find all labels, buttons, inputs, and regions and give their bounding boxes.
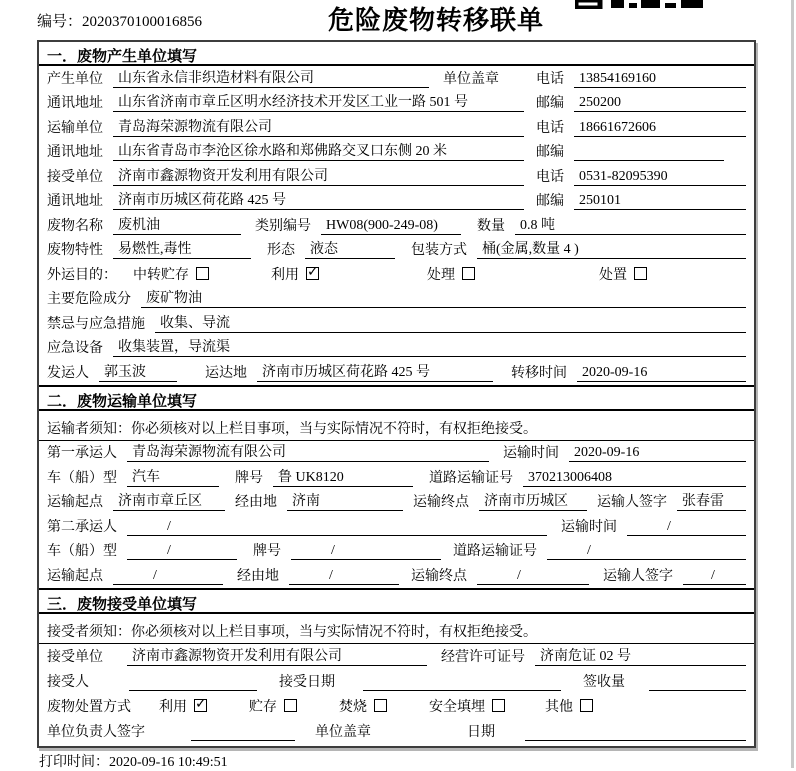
disposal-option-landfill-label: 安全填埋 [429,699,485,715]
section-receiver-heading: 三．废物接受单位填写 [39,590,754,614]
page-title: 危险废物转移联单 [328,6,545,35]
dispatcher-label: 发运人 [47,365,89,381]
destination-value: 济南市历城区荷花路 425 号 [257,361,493,382]
print-time-label: 打印时间： [39,755,109,770]
unit-seal-label: 单位盖章 [315,724,371,740]
checkbox-icon [284,699,297,712]
purpose-option-use-label: 利用 [271,267,299,283]
row-producer-address [39,91,754,116]
row-first-carrier [39,441,754,466]
receipt-qty-label: 签收量 [583,674,625,690]
road-permit-2-label: 道路运输证号 [453,544,537,559]
packing-label: 包装方式 [411,243,467,258]
receiver-address-label: 通讯地址 [47,194,103,209]
row-receiver-address [39,189,754,214]
receiver-notice: 接受者须知：你必须核对以上栏目事项，当与实际情况不符时，有权拒绝接受。 [39,614,754,644]
route-start-value: 济南市章丘区 [113,490,225,511]
row-waste-name [39,213,754,238]
disposal-option-storage-label: 贮存 [249,699,277,715]
receiver-address-value: 济南市历城区荷花路 425 号 [113,189,524,210]
transfer-time-value: 2020-09-16 [577,365,746,382]
waste-name-label: 废物名称 [47,218,103,234]
purpose-option-storage [133,264,209,284]
row-second-carrier [39,514,754,539]
carrier-sign-2-value: / [683,568,746,585]
print-time-value: 2020-09-16 10:49:51 [109,755,228,770]
producer-seal-label: 单位盖章 [443,71,499,87]
qr-code-partial-icon [575,0,705,9]
waste-form-value: 液态 [305,238,395,259]
plate-2-value: / [291,543,441,560]
carrier-sign-label: 运输人签字 [597,495,667,510]
waste-form-label: 形态 [267,243,295,258]
transport-time-2-label: 运输时间 [561,519,617,535]
license-label: 经营许可证号 [441,649,525,665]
license-value: 济南危证 02 号 [535,645,746,666]
responsible-sign-value [191,724,295,741]
vehicle-type-2-label: 车（船）型 [47,544,117,559]
route-end-label: 运输终点 [413,495,469,510]
first-carrier-value: 青岛海荣源物流有限公司 [127,441,489,462]
destination-label: 运达地 [205,365,247,381]
row-transfer-purpose [39,262,754,287]
disposal-option-other-label: 其他 [545,699,573,715]
row-hazard-component [39,287,754,312]
vehicle-type-2-value: / [127,543,237,560]
hazard-value: 废矿物油 [141,287,746,308]
disposal-option-use-label: 利用 [159,699,187,715]
second-carrier-value: / [127,519,547,536]
route-via-2-label: 经由地 [237,568,279,584]
row-receiver-unit [39,164,754,189]
transport-time-2-value: / [627,519,746,536]
receiver-value: 济南市鑫源物资开发利用有限公司 [113,165,524,186]
hazard-label: 主要危险成分 [47,292,131,307]
waste-qty-label: 数量 [477,218,505,234]
waste-qty-value: 0.8 吨 [515,214,746,235]
packing-value: 桶(金属,数量 4 ) [477,238,746,259]
first-carrier-label: 第一承运人 [47,446,117,461]
row-disposal-method [39,694,754,719]
plate-label: 牌号 [235,470,263,486]
page-edge-strip [791,0,794,768]
route-end-value: 济南市历城区 [479,490,587,511]
road-permit-label: 道路运输证号 [429,470,513,486]
transport-time-label: 运输时间 [503,446,559,461]
section-receiver [39,588,754,744]
checkbox-icon [580,699,593,712]
producer-value: 山东省永信非织造材料有限公司 [113,67,429,88]
accept-date-label: 接受日期 [279,674,335,690]
row-emergency-measures [39,311,754,336]
producer-label: 产生单位 [47,71,103,87]
waste-category-label: 类别编号 [255,218,311,234]
section-transport [39,385,754,588]
transporter-zip-value [574,144,724,161]
row-producer-unit [39,66,754,91]
checkbox-icon [492,699,505,712]
receipt-qty-value [649,674,746,691]
route-end-2-value: / [477,568,589,585]
accept-unit-label: 接受单位 [47,649,103,665]
road-permit-value: 370213006408 [523,470,746,487]
section-transport-heading: 二．废物运输单位填写 [39,387,754,411]
responsible-sign-label: 单位负责人签字 [47,724,145,740]
row-dispatch [39,360,754,385]
disposal-option-incinerate-label: 焚烧 [339,699,367,715]
disposal-option-incinerate [339,696,387,716]
accept-person-label: 接受人 [47,674,89,690]
row-accept-person [39,669,754,694]
section-producer-heading: 一．废物产生单位填写 [39,42,754,66]
disposal-option-landfill [429,696,505,716]
plate-2-label: 牌号 [253,544,281,559]
purpose-option-treat-label: 处理 [427,267,455,283]
checkbox-icon [634,267,647,280]
purpose-option-storage-label: 中转贮存 [133,267,189,283]
purpose-label: 外运目的： [47,267,117,283]
sign-date-label: 日期 [467,724,495,740]
receiver-label: 接受单位 [47,169,103,185]
manifest-form [37,40,756,748]
transfer-time-label: 转移时间 [511,365,567,381]
purpose-option-treat [427,264,475,284]
serial-number [37,10,202,31]
row-transporter-unit [39,115,754,140]
emergency-measures-value: 收集、导流 [155,312,746,333]
disposal-option-use [159,696,207,716]
receiver-phone-value: 0531-82095390 [574,169,746,186]
route-end-2-label: 运输终点 [411,568,467,584]
checkbox-icon [374,699,387,712]
producer-phone-label: 电话 [536,71,564,87]
disposal-method-label: 废物处置方式 [47,699,131,715]
producer-zip-label: 邮编 [536,96,564,111]
transporter-address-label: 通讯地址 [47,145,103,160]
carrier-sign-value: 张春雷 [677,490,746,511]
disposal-option-other [545,696,593,716]
sign-date-value [525,724,746,741]
transport-notice: 运输者须知：你必须核对以上栏目事项，当与实际情况不符时，有权拒绝接受。 [39,411,754,441]
row-route-1 [39,490,754,515]
dispatcher-value: 郭玉波 [99,361,177,382]
transport-time-value: 2020-09-16 [569,445,746,462]
vehicle-type-label: 车（船）型 [47,470,117,486]
route-via-label: 经由地 [235,495,277,510]
receiver-zip-value: 250101 [574,193,746,210]
document-header [0,0,796,40]
vehicle-type-value: 汽车 [127,466,219,487]
producer-phone-value: 13854169160 [574,71,746,88]
carrier-sign-2-label: 运输人签字 [603,568,673,584]
route-start-2-value: / [113,568,223,585]
checkbox-icon [462,267,475,280]
row-emergency-equipment [39,336,754,361]
transporter-phone-label: 电话 [536,120,564,136]
producer-address-label: 通讯地址 [47,96,103,111]
transporter-address-value: 山东省青岛市李沧区徐水路和郑佛路交叉口东侧 20 米 [113,140,524,161]
purpose-option-dispose-label: 处置 [599,267,627,283]
print-time [39,751,228,771]
checkbox-checked-icon [194,699,207,712]
emergency-measures-label: 禁忌与应急措施 [47,316,145,332]
road-permit-2-value: / [547,543,746,560]
second-carrier-label: 第二承运人 [47,519,117,535]
waste-property-label: 废物特性 [47,243,103,258]
row-accept-unit [39,644,754,669]
plate-value: 鲁 UK8120 [273,466,413,487]
route-start-2-label: 运输起点 [47,568,103,584]
emergency-equipment-value: 收集装置，导流渠 [113,336,746,357]
purpose-option-use [271,264,319,284]
row-responsible-sign [39,719,754,744]
serial-value: 2020370100016856 [82,14,203,30]
route-via-value: 济南 [287,490,403,511]
accept-date-value [363,674,561,691]
waste-category-value: HW08(900-249-08) [321,218,461,235]
producer-zip-value: 250200 [574,95,746,112]
section-producer [39,42,754,385]
accept-person-value [129,674,257,691]
receiver-zip-label: 邮编 [536,194,564,209]
serial-label: 编号： [37,14,83,30]
checkbox-icon [196,267,209,280]
row-route-2 [39,563,754,588]
checkbox-checked-icon [306,267,319,280]
disposal-option-storage [249,696,297,716]
route-start-label: 运输起点 [47,495,103,510]
route-via-2-value: / [289,568,399,585]
emergency-equipment-label: 应急设备 [47,341,103,356]
waste-property-value: 易燃性,毒性 [113,238,251,259]
row-waste-property [39,238,754,263]
accept-unit-value: 济南市鑫源物资开发利用有限公司 [127,645,427,666]
transporter-phone-value: 18661672606 [574,120,746,137]
transporter-label: 运输单位 [47,120,103,136]
transporter-value: 青岛海荣源物流有限公司 [113,116,524,137]
purpose-option-dispose [599,264,647,284]
waste-name-value: 废机油 [113,214,241,235]
row-vehicle-1 [39,465,754,490]
receiver-phone-label: 电话 [536,169,564,185]
row-transporter-address [39,140,754,165]
producer-address-value: 山东省济南市章丘区明水经济技术开发区工业一路 501 号 [113,91,524,112]
transporter-zip-label: 邮编 [536,145,564,160]
row-vehicle-2 [39,539,754,564]
